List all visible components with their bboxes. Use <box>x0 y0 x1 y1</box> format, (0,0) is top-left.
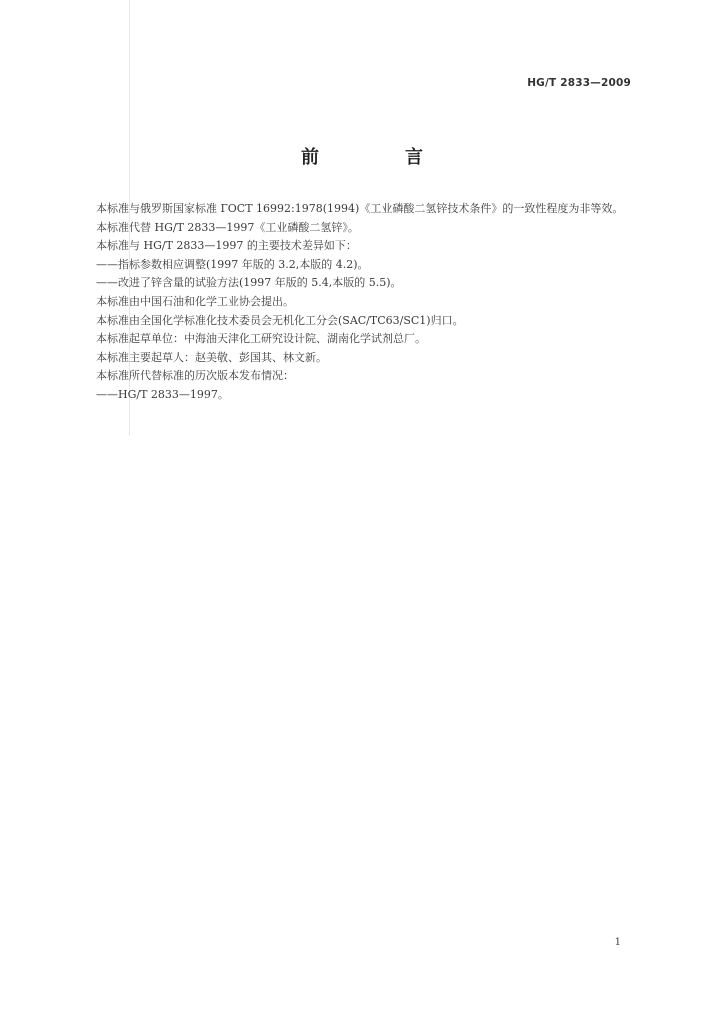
paragraph-equivalence: 本标准与俄罗斯国家标准 ГОСТ 16992:1978(1994)《工业磷酸二氢锌技术条件》的一致性程度为非等效。 <box>96 202 624 215</box>
page-number: 1 <box>614 937 621 948</box>
paragraph-previous-editions: 本标准所代替标准的历次版本发布情况： <box>96 369 294 383</box>
list-item-previous-edition: ——HG/T 2833—1997。 <box>96 387 229 401</box>
paragraph-proposed-by: 本标准由中国石油和化学工业协会提出。 <box>96 294 294 308</box>
paragraph-replaces: 本标准代替 HG/T 2833—1997《工业磷酸二氢锌》。 <box>96 220 359 234</box>
paragraph-drafters: 本标准主要起草人：赵美敬、彭国其、林文新。 <box>96 350 327 364</box>
page-title: 前 言 <box>301 147 457 168</box>
paragraph-centralized-by: 本标准由全国化学标准化技术委员会无机化工分会(SAC/TC63/SC1)归口。 <box>96 313 464 327</box>
list-item-difference-2: ——改进了锌含量的试验方法(1997 年版的 5.4,本版的 5.5)。 <box>96 276 402 290</box>
paragraph-drafting-units: 本标准起草单位：中海油天津化工研究设计院、湖南化学试剂总厂。 <box>96 332 426 346</box>
paragraph-differences: 本标准与 HG/T 2833—1997 的主要技术差异如下： <box>96 239 357 253</box>
standard-code: HG/T 2833—2009 <box>527 77 631 89</box>
preface-body <box>60 200 660 405</box>
list-item-difference-1: ——指标参数相应调整(1997 年版的 3.2,本版的 4.2)。 <box>96 257 369 271</box>
